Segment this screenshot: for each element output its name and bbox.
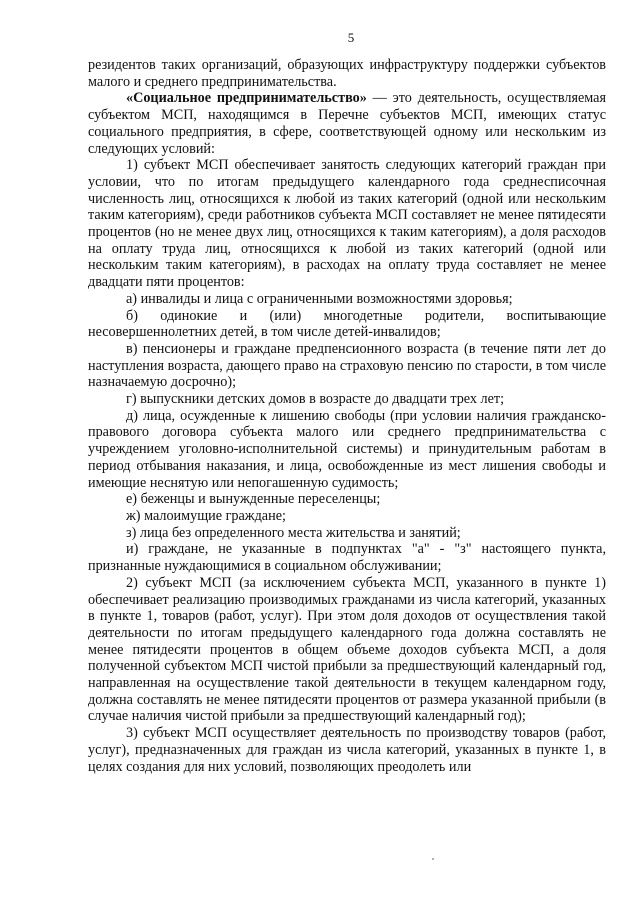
paragraph-13: 2) субъект МСП (за исключением субъекта МСП, указанного в пункте 1) обеспечивает реализацию производимых гражданами из числа категорий, указанных в пункте 1, товаров (работ, услуг). При этом доля доходов от осуществления такой деятельности по итогам предыдущего календарного года должна составлять не менее пятидесяти процентов в общем объеме доходов субъекта МСП, а доля полученной субъектом МСП чистой прибыли за предшествующий календарный год, направленная на осуществление такой деятельности в текущем календарном году, должна составлять не менее пятидесяти процентов от размера указанной прибыли (в случае наличия чистой прибыли за предшествующий календарный год);	[88, 574, 606, 725]
paragraph-4: а) инвалиды и лица с ограниченными возможностями здоровья;	[126, 290, 513, 307]
defined-term: «Социальное предпринимательство»	[126, 90, 367, 107]
paragraph-11: з) лица без определенного места жительства и занятий;	[126, 524, 461, 541]
paragraph-1: резидентов таких организаций, образующих инфраструктуру поддержки субъектов малого и среднего предпринимательства.	[88, 57, 606, 90]
document-body	[88, 57, 606, 775]
page-number: 5	[347, 30, 355, 45]
paragraph-9: е) беженцы и вынужденные переселенцы;	[126, 491, 381, 508]
paragraph-14: 3) субъект МСП осуществляет деятельность по производству товаров (работ, услуг), предназначенных для граждан из числа категорий, указанных в пункте 1, в целях создания для них условий, позволяющих преодолеть или	[88, 725, 606, 775]
paragraph-8: д) лица, осужденные к лишению свободы (при условии наличия гражданско-правового договора субъекта малого или среднего предпринимательства с учреждением уголовно-исполнительной системы) и принудительным работам в период отбывания наказания, и лица, освобожденные из мест лишения свободы и имеющие неснятую или непогашенную судимость;	[88, 407, 606, 491]
definition-text: — это деятельность, осуществляемая субъектом МСП, находящимся в Перечне субъектов МСП, имеющих статус социального предприятия, в сфере, соответствующей одному или нескольким из следующих условий:	[88, 90, 606, 157]
paragraph-3: 1) субъект МСП обеспечивает занятость следующих категорий граждан при условии, что по итогам предыдущего календарного года среднесписочная численность лиц, относящихся к любой из таких категорий (одной или нескольким таким категориям), среди работников субъекта МСП составляет не менее пятидесяти процентов (но не менее двух лиц, относящихся к таким категориям), а доля расходов на оплату труда лиц, относящихся к любой из таких категорий (одной или нескольким таким категориям), в расходах на оплату труда составляет не менее двадцати пяти процентов:	[88, 157, 606, 291]
paragraph-6: в) пенсионеры и граждане предпенсионного возраста (в течение пяти лет до наступления возраста, дающего право на страховую пенсию по старости, в том числе назначаемую досрочно);	[88, 340, 606, 391]
paragraph-12: и) граждане, не указанные в подпунктах "а" - "з" настоящего пункта, признанные нуждающимися в социальном обслуживании;	[88, 541, 606, 575]
paragraph-2	[88, 90, 606, 157]
paragraph-7: г) выпускники детских домов в возрасте до двадцати трех лет;	[126, 391, 505, 408]
scan-speck	[432, 858, 434, 860]
paragraph-5: б) одинокие и (или) многодетные родители, воспитывающие несовершеннолетних детей, в том числе детей-инвалидов;	[88, 307, 606, 341]
paragraph-10: ж) малоимущие граждане;	[126, 507, 286, 524]
